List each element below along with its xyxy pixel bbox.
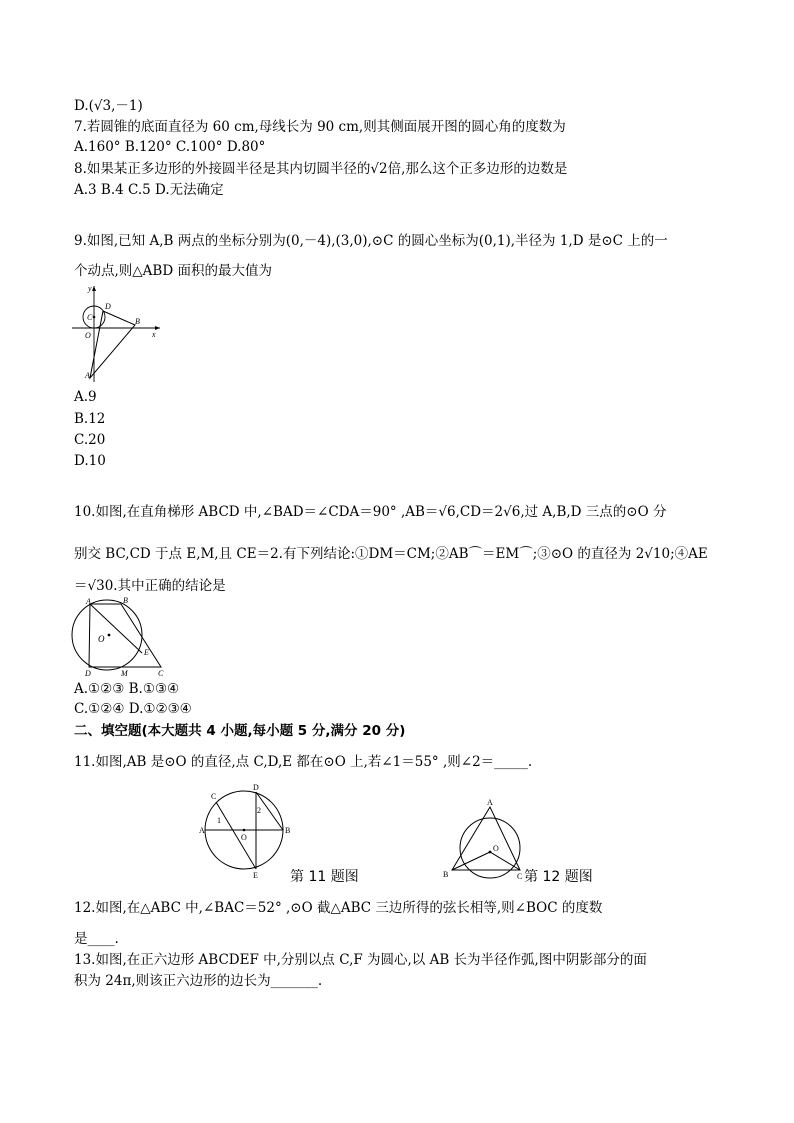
q12-label-b: B [443, 870, 449, 879]
q11-label-e: E [253, 871, 258, 880]
q9-label-c: C [87, 313, 93, 322]
q9-label-x: x [152, 330, 156, 339]
section-2-heading: 二、填空题(本大题共 4 小题,每小题 5 分,满分 20 分) [74, 723, 406, 739]
q6-option-d: D.(√3,－1) [74, 98, 143, 114]
q9-label-y: y [88, 284, 92, 293]
q10-figure [68, 595, 168, 677]
q11-label-b: B [285, 826, 291, 835]
q11-label-a: A [199, 826, 205, 835]
q11-angle-2: 2 [257, 806, 261, 815]
q9-label-o: O [85, 331, 91, 340]
q12-figure [438, 795, 528, 885]
q12-label-o: O [493, 844, 499, 853]
q9-option-c: C.20 [74, 432, 106, 448]
q10-label-o: O [98, 634, 105, 644]
q9-option-d: D.10 [74, 453, 106, 469]
q9-option-a: A.9 [74, 389, 97, 405]
q10-stem-line3: ＝√30.其中正确的结论是 [74, 578, 226, 594]
q11-figure [199, 783, 299, 883]
q10-label-d: D [85, 669, 91, 677]
q12-caption: 第 12 题图 [524, 869, 593, 885]
q9-label-b: B [135, 317, 140, 326]
q9-label-a: A [85, 371, 90, 380]
q9-stem-line1: 9.如图,已知 A,B 两点的坐标分别为(0,－4),(3,0),⊙C 的圆心坐标为(0,1),半径为 1,D 是⊙C 上的一 [74, 233, 668, 249]
q10-stem-line1: 10.如图,在直角梯形 ABCD 中,∠BAD＝∠CDA＝90° ,AB＝√6,CD＝2√6,过 A,B,D 三点的⊙O 分 [74, 504, 667, 520]
q9-stem-line2: 个动点,则△ABD 面积的最大值为 [74, 263, 272, 279]
q7-stem: 7.若圆锥的底面直径为 60 cm,母线长为 90 cm,则其侧面展开图的圆心角的度数为 [74, 119, 566, 135]
q8-stem: 8.如果某正多边形的外接圆半径是其内切圆半径的√2倍,那么这个正多边形的边数是 [74, 161, 568, 177]
q10-label-c: C [158, 669, 164, 677]
q12-stem-line1: 12.如图,在△ABC 中,∠BAC＝52° ,⊙O 截△ABC 三边所得的弦长相等,则∠BOC 的度数 [74, 900, 603, 916]
q12-label-a: A [487, 798, 493, 807]
q11-stem: 11.如图,AB 是⊙O 的直径,点 C,D,E 都在⊙O 上,若∠1＝55° ,则∠2＝_____. [74, 754, 533, 770]
q10-options-cd: C.①②④ D.①②③④ [74, 701, 192, 717]
q10-options-ab: A.①②③ B.①③④ [74, 681, 180, 697]
q11-label-c: C [211, 792, 217, 801]
q11-label-d: D [253, 783, 259, 792]
q13-stem-line2: 积为 24π,则该正六边形的边长为_______. [74, 973, 323, 989]
q13-stem-line1: 13.如图,在正六边形 ABCDEF 中,分别以点 C,F 为圆心,以 AB 长为半径作弧,图中阴影部分的面 [74, 952, 647, 968]
q10-label-m: M [121, 669, 128, 677]
q10-label-a: A [86, 597, 91, 606]
q12-label-c: C [517, 872, 523, 881]
q8-options: A.3 B.4 C.5 D.无法确定 [74, 182, 224, 198]
q11-label-o: O [241, 833, 247, 842]
q7-options: A.160° B.120° C.100° D.80° [74, 139, 266, 155]
q9-label-d: D [105, 302, 111, 311]
q9-option-b: B.12 [74, 411, 106, 427]
q9-figure [68, 282, 168, 387]
q10-label-b: B [123, 596, 128, 605]
q11-angle-1: 1 [217, 816, 221, 825]
q10-stem-line2: 别交 BC,CD 于点 E,M,且 CE＝2.有下列结论:①DM＝CM;②AB⌒＝EM⌒;③⊙O 的直径为 2√10;④AE [74, 546, 708, 562]
q12-stem-line2: 是____. [74, 931, 119, 947]
q10-label-e: E [144, 648, 149, 657]
q11-caption: 第 11 题图 [290, 869, 359, 885]
